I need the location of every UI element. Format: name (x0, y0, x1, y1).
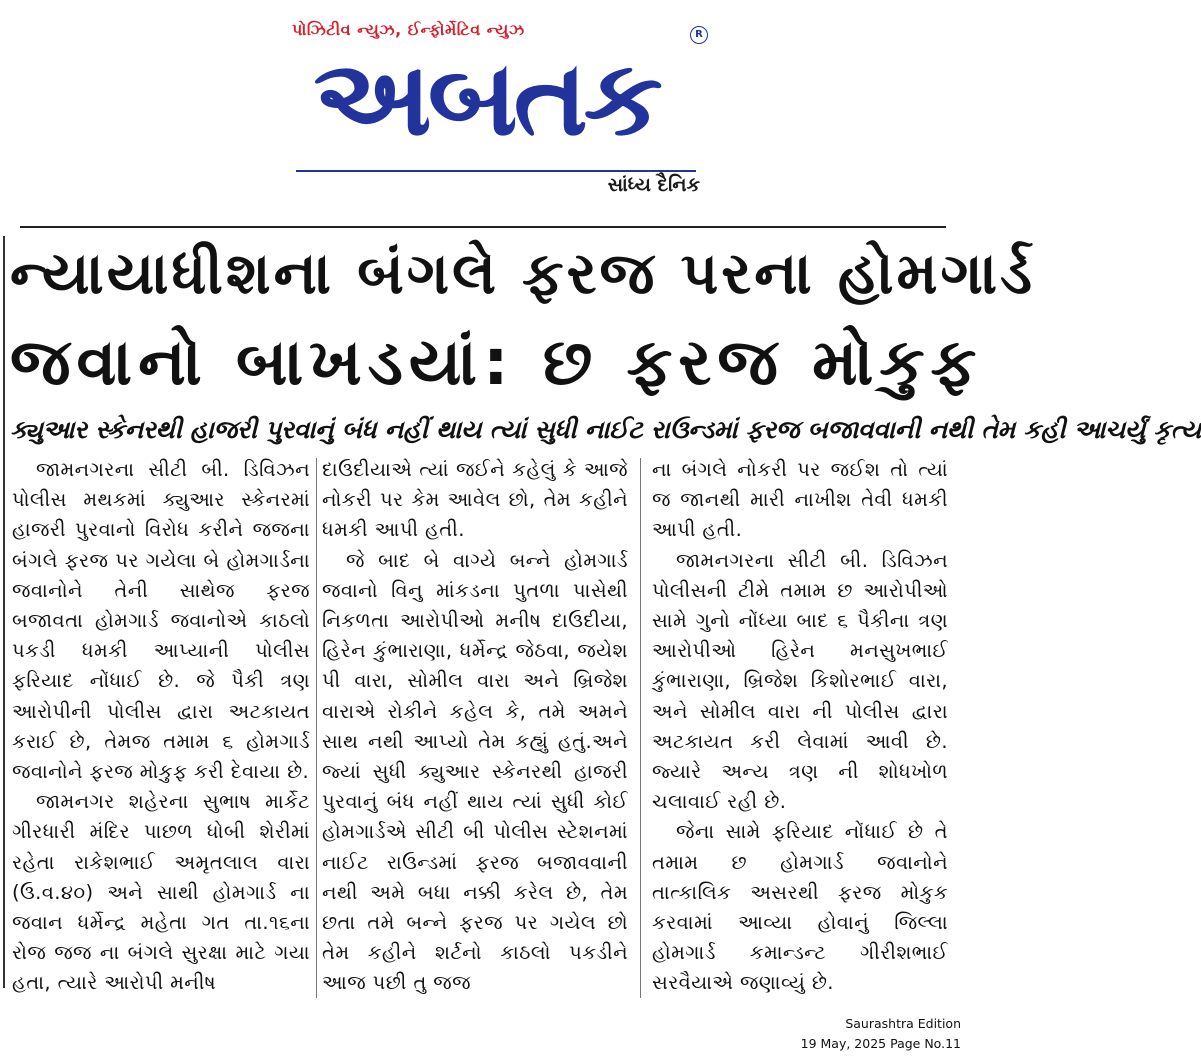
column-divider (316, 458, 317, 998)
paragraph: જામનગરના સીટી બી. ડિવિઝન પોલીસની ટીમે તમામ છ આરોપીઓ સામે ગુનો નોંધ્યા બાદ ૬ પૈકીના ત્રણ આરોપીઓ હિરેન મનસુખભાઈ કુંભારાણા, બ્રિજેશ કિશોરભાઈ વારા, અને સોમીલ વારા ની પોલીસ દ્વારા અટકાયત કરી લેવામાં આવી છે. જ્યારે અન્ય ત્રણ ની શોધખોળ ચલાવાઈ રહી છે. (652, 548, 948, 814)
edition-label: Saurashtra Edition (845, 1016, 961, 1031)
article-column-3 (652, 455, 948, 999)
logo-underline (296, 170, 696, 172)
registered-mark-icon: R (690, 26, 708, 44)
paragraph: જેના સામે ફરિયાદ નોંધાઈ છે તે તમામ છ હોમગાર્ડ જવાનોને તાત્કાલિક અસરથી ફરજ મોકુક કરવામાં આવ્યા હોવાનું જિલ્લા હોમગાર્ડ કમાન્ડન્ટ ગીરીશભાઈ સરવૈયાએ જણાવ્યું છે. (652, 820, 948, 995)
date-page-label: 19 May, 2025 Page No.11 (800, 1036, 961, 1051)
edition-type-label: સાંધ્ય દૈનિક (607, 174, 700, 196)
paragraph: જે બાદ બે વાગ્યે બન્ને હોમગાર્ડ જવાનો વિનુ માંકડના પુતળા પાસેથી નિકળતા આરોપીઓ મનીષ દાઉદીયા, હિરેન કુંભારાણા, ધર્મેન્દ્ર જેઠવા, જયેશ પી વારા, સોમીલ વારા અને બ્રિજેશ વારાએ રોકીને કહેલ કે, તમે અમને સાથ નથી આપ્યો તેમ કહ્યું હતું.અને જ્યાં સુધી ક્યુઆર સ્કેનરથી હાજરી પુરવાનું બંધ નહીં થાય ત્યાં સુધી કોઈ હોમગાર્ડએ સીટી બી પોલીસ સ્ટેશનમાં નાઈટ રાઉન્ડમાં ફરજ બજાવવાની નથી અમે બધા નક્કી કરેલ છે, તેમ છતા તમે બન્ને ફરજ પર ગયેલ છો તેમ કહીને શર્ટનો કાઠલો પકડીને આજ પછી તુ જજ (322, 548, 628, 995)
subheadline: ક્યુઆર સ્કેનરથી હાજરી પુરવાનું બંધ નહીં થાય ત્યાં સુધી નાઈટ રાઉન્ડમાં ફરજ બજાવવાની નથી તેમ કહી આચર્યું કૃત્ય (10, 415, 1201, 444)
article-column-1 (12, 455, 310, 999)
paragraph: દાઉદીયાએ ત્યાં જઈને કહેલું કે આજે નોકરી પર કેમ આવેલ છો, તેમ કહીને ધમકી આપી હતી. (322, 458, 628, 542)
headline-line-2: જવાનો બાખડયાં: છ ફરજ મોકુફ (10, 326, 983, 400)
masthead-tagline: પોઝિટીવ ન્યુઝ, ઈન્ફોર્મેટિવ ન્યુઝ (292, 20, 525, 39)
paragraph: જામનગરના સીટી બી. ડિવિઝન પોલીસ મથકમાં ક્યુઆર સ્કેનરમાં હાજરી પુરવાનો વિરોધ કરીને જજના બંગલે ફરજ પર ગયેલા બે હોમગાર્ડના જવાનોને તેની સાથેજ ફરજ બજાવતા હોમગાર્ડ જવાનોએ કાઠલો પકડી ધમકી આપ્યાની પોલીસ ફરિયાદ નોંધાઈ છે. જે પૈકી ત્રણ આરોપીની પોલીસ દ્વારા અટકાયત કરાઈ છે, તેમજ તમામ ૬ હોમગાર્ડ જવાનોને ફરજ મોકુફ કરી દેવાયા છે. (12, 458, 310, 784)
newspaper-logo: અબતક (313, 37, 659, 159)
column-divider (640, 458, 641, 998)
headline-line-1: ન્યાયાધીશના બંગલે ફરજ પરના હોમગાર્ડ (10, 239, 1035, 307)
paragraph: જામનગર શહેરના સુભાષ માર્કેટ ગીરધારી મંદિર પાછળ ધોબી શેરીમાં રહેતા રાકેશભાઈ અમૃતલાલ વારા (ઉ.વ.૪૦) અને સાથી હોમગાર્ડ ના જવાન ધર્મેન્દ્ર મહેતા ગત તા.૧૬ના રોજ જજ ના બંગલે સુરક્ષા માટે ગયા હતા, ત્યારે આરોપી મનીષ (12, 790, 310, 995)
article-column-2 (322, 455, 628, 999)
left-border (3, 236, 5, 988)
header-divider (20, 226, 946, 228)
paragraph: ના બંગલે નોકરી પર જઈશ તો ત્યાં જ જાનથી મારી નાખીશ તેવી ધમકી આપી હતી. (652, 458, 948, 542)
masthead (0, 0, 969, 225)
